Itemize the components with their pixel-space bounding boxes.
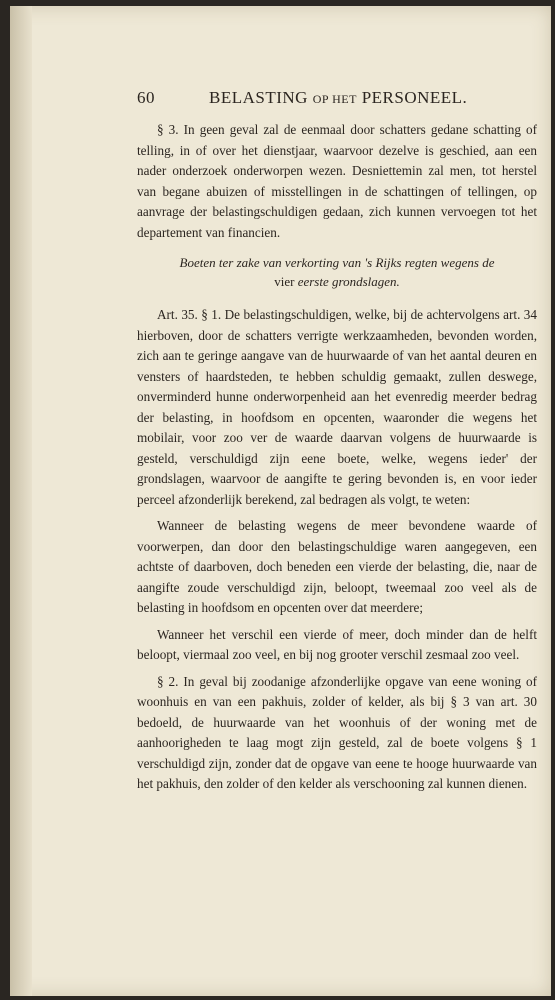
running-title-c: PERSONEEL. [361, 88, 468, 107]
page-text-block [137, 88, 537, 801]
subheading-line-a: Boeten ter zake van verkorting van 's Rijks regten wegens de [179, 255, 495, 270]
book-page [10, 6, 551, 996]
page-number: 60 [137, 88, 155, 107]
running-header [137, 88, 537, 108]
running-title-a: BELASTING [209, 88, 308, 107]
paragraph-section-2: § 2. In geval bij zoodanige afzonderlijke opgave van eene woning of woonhuis en van een pakhuis, zolder of kelder, als bij § 3 van art. 30 bedoeld, de huurwaarde van het woonhuis of der woning met de aanhoorigheden te laag mogt zijn gesteld, zal de boete volgens § 1 verschuldigd zijn, zonder dat de opgave van eene te hooge huurwaarde van het pakhuis, den zolder of den kelder als verschooning zal kunnen dienen. [137, 673, 537, 791]
subheading-line-c: eerste grondslagen. [297, 274, 400, 289]
paragraph-wanneer-1: Wanneer de belasting wegens de meer bevondene waarde of voorwerpen, dan door den belastingschuldige waren aangegeven, een achtste of daarboven, doch beneden een vierde der belasting, die, naar de aangifte zoude verschuldigd zijn, beloopt, tweemaal zoo veel als de belasting in hoofdsom en opcenten over dat meerdere; [137, 518, 537, 615]
subheading-line-b: vier [274, 274, 295, 289]
running-title [209, 88, 467, 108]
paragraph-art-35: Art. 35. § 1. De belastingschuldigen, welke, bij de achtervolgens art. 34 hierboven, door de schatters verrigte werkzaamheden, bevonden worden, zich aan te geringe aangave van de huurwaarde of van het aantal deuren en vensters of haardsteden, te hebben schuldig gemaakt, zullen deswege, onverminderd hunne onderworpenheid aan het evenredig meerder bedrag der belasting, in hoofdsom en opcenten, waaronder die wegens het mobilair, voor zoo ver de waarde daarvan volgens de huurwaarde is gesteld, verschuldigd zijn eene boete, welke, wegens ieder' der grondslagen, waarvoor de aangifte te gering bevonden is, en voor ieder perceel afzonderlijk berekend, zal bedragen als volgt, te weten: [137, 307, 537, 507]
paragraph-wanneer-2: Wanneer het verschil een vierde of meer, doch minder dan de helft beloopt, viermaal zoo veel, en bij nog grooter verschil zesmaal zoo veel. [137, 626, 537, 662]
running-title-b: OP HET [312, 92, 357, 106]
paragraph-section-3: § 3. In geen geval zal de eenmaal door schatters gedane schatting of telling, in of over het dienstjaar, waarvoor dezelve is geschied, aan een nader onderzoek onderworpen wezen. Desniettemin zal men, tot herstel van begane abuizen of misstellingen in de schattingen of tellingen, op aanvrage der belastingschuldigen gedaan, zich kunnen vervoegen tot het departement van financien. [137, 122, 537, 240]
subheading [137, 253, 537, 291]
page-gutter [10, 6, 32, 996]
